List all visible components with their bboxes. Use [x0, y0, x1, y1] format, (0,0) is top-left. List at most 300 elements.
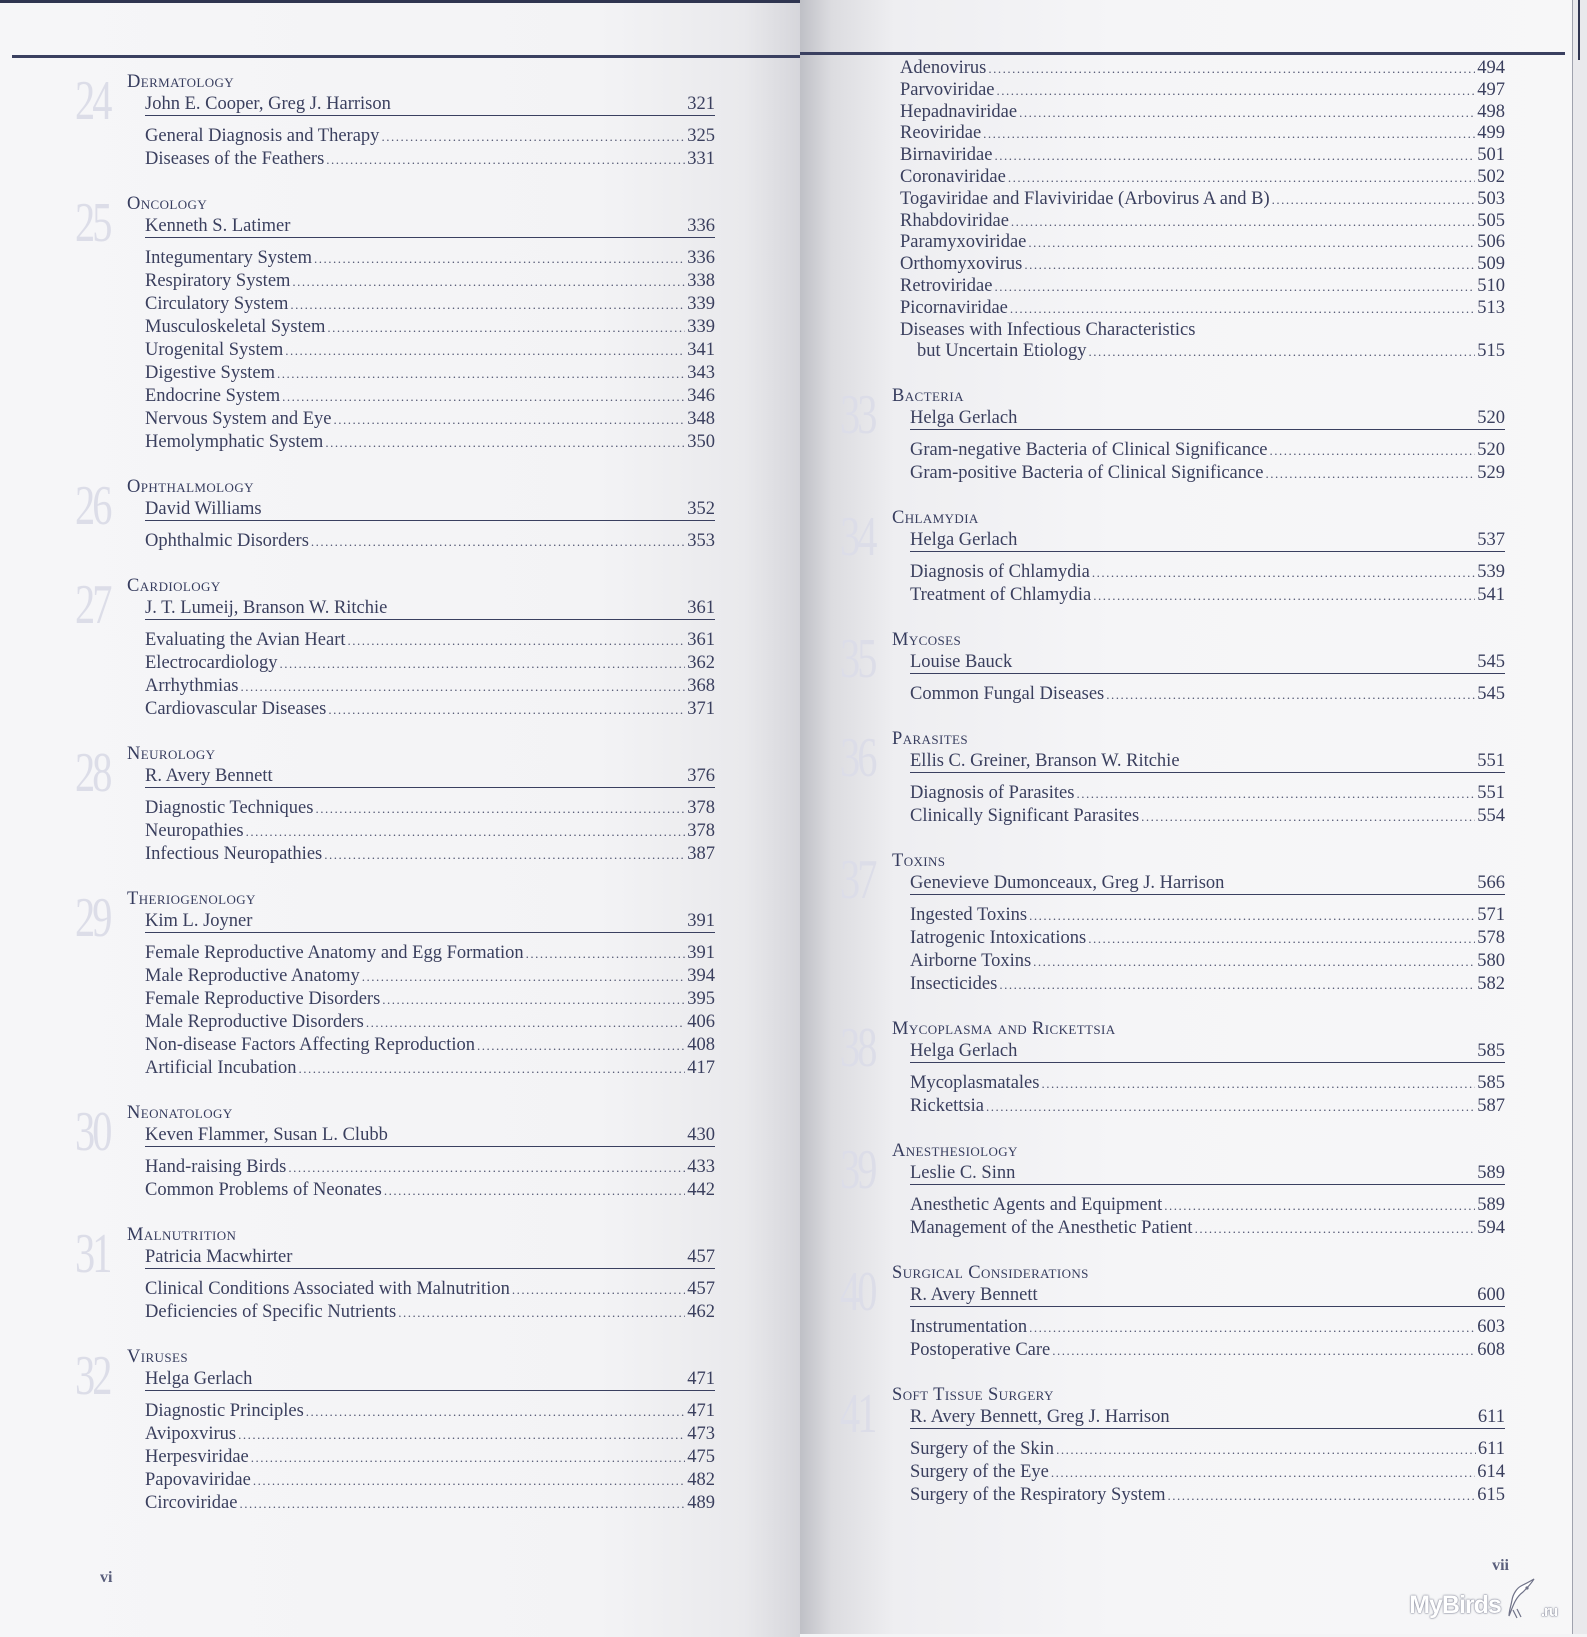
chapter-author-row	[145, 215, 715, 238]
chapter-title: Soft Tissue Surgery	[892, 1385, 1054, 1406]
toc-entry	[900, 145, 1505, 167]
chapter-author-row	[910, 872, 1505, 895]
dot-leader	[994, 145, 1475, 167]
entry-page-number: 368	[687, 676, 715, 696]
chapter-sections	[145, 1278, 715, 1324]
dot-leader	[277, 363, 685, 385]
entry-label: Nervous System and Eye	[145, 409, 332, 429]
entry-label: Common Fungal Diseases	[910, 684, 1105, 705]
chapter-start-page: 471	[687, 1369, 715, 1389]
dot-leader	[381, 126, 685, 148]
entry-label: Musculoskeletal System	[145, 317, 326, 337]
entry-page-number: 554	[1477, 806, 1505, 827]
toc-entry	[145, 362, 715, 385]
entry-label: Ingested Toxins	[910, 905, 1028, 926]
chapter-author-row	[910, 529, 1505, 552]
page-edge	[1572, 0, 1587, 1634]
chapter-author-row	[145, 910, 715, 933]
dot-leader	[311, 531, 685, 553]
chapter-sections	[145, 530, 715, 553]
chapter-start-page: 457	[687, 1247, 715, 1267]
entry-label: Parvoviridae	[900, 79, 995, 100]
chapter-author-row	[910, 1040, 1505, 1063]
chapter-number: 36	[840, 727, 875, 790]
chapter-number: 35	[840, 628, 875, 691]
dot-leader	[382, 989, 685, 1011]
toc-entry	[910, 1072, 1505, 1095]
entry-label: Arrhythmias	[145, 676, 239, 696]
toc-entry	[910, 782, 1505, 805]
entry-label: General Diagnosis and Therapy	[145, 126, 380, 146]
toc-entry	[145, 698, 715, 721]
entry-label: Diseases of the Feathers	[145, 149, 325, 169]
dot-leader	[512, 1279, 685, 1301]
entry-label: Adenovirus	[900, 58, 987, 78]
right-chapters	[840, 385, 1505, 1507]
chapter-title: Cardiology	[127, 576, 221, 596]
dot-leader	[366, 1012, 685, 1034]
entry-label: Neuropathies	[145, 821, 244, 841]
toc-entry	[910, 561, 1505, 584]
toc-entry	[910, 1461, 1505, 1484]
bird-icon	[1503, 1576, 1537, 1620]
chapter-26	[75, 476, 715, 553]
chapter-start-page: 376	[687, 766, 715, 786]
entry-page-number: 551	[1477, 783, 1505, 804]
entry-page-number: 608	[1477, 1340, 1505, 1361]
entry-page-number: 331	[687, 149, 715, 169]
dot-leader	[477, 1035, 685, 1057]
chapter-author: Patricia Macwhirter	[145, 1247, 293, 1267]
entry-label: Urogenital System	[145, 340, 284, 360]
entry-label: Diagnostic Techniques	[145, 798, 314, 818]
toc-entry	[910, 904, 1505, 927]
dot-leader	[1106, 684, 1475, 706]
dot-leader	[1028, 232, 1475, 254]
toc-entry	[145, 385, 715, 408]
chapter-sections	[910, 1438, 1505, 1507]
chapter-25	[75, 193, 715, 454]
dot-leader	[999, 974, 1475, 996]
chapter-sections	[910, 561, 1505, 607]
entry-page-number: 510	[1477, 275, 1505, 296]
entry-label: Surgery of the Skin	[910, 1439, 1055, 1460]
dot-leader	[1011, 211, 1475, 233]
dot-leader	[994, 276, 1475, 298]
entry-page-number: 529	[1477, 463, 1505, 484]
entry-page-number: 509	[1477, 254, 1505, 275]
entry-page-number: 506	[1477, 232, 1505, 253]
chapter-number: 34	[840, 506, 875, 569]
chapter-author: Helga Gerlach	[910, 408, 1018, 429]
entry-page-number: 457	[687, 1279, 715, 1299]
chapter-author: David Williams	[145, 499, 262, 519]
toc-entry	[900, 232, 1505, 254]
toc-entry	[145, 1057, 715, 1080]
chapter-author: R. Avery Bennett	[910, 1285, 1038, 1306]
toc-entry	[910, 950, 1505, 973]
dot-leader	[327, 317, 685, 339]
entry-page-number: 341	[687, 340, 715, 360]
dot-leader	[362, 966, 685, 988]
entry-page-number: 473	[687, 1424, 715, 1444]
chapter-author: Ellis C. Greiner, Branson W. Ritchie	[910, 751, 1180, 772]
entry-page-number: 353	[687, 531, 715, 551]
toc-entry	[900, 276, 1505, 298]
entry-page-number: 362	[687, 653, 715, 673]
chapter-38	[840, 1018, 1505, 1118]
entry-label: Hemolymphatic System	[145, 432, 324, 452]
entry-page-number: 417	[687, 1058, 715, 1078]
chapter-start-page: 611	[1477, 1407, 1505, 1428]
entry-page-number: 391	[687, 943, 715, 963]
chapter-title: Parasites	[892, 729, 969, 750]
entry-label: Hepadnaviridae	[900, 101, 1018, 122]
chapter-number: 29	[75, 887, 110, 949]
chapter-author: Genevieve Dumonceaux, Greg J. Harrison	[910, 873, 1225, 894]
dot-leader	[1051, 1462, 1475, 1484]
chapter-sections	[145, 797, 715, 866]
toc-entry	[145, 1469, 715, 1492]
entry-page-number: 502	[1477, 166, 1505, 187]
dot-leader	[246, 821, 686, 843]
entry-page-number: 611	[1477, 1439, 1505, 1460]
toc-entry	[900, 80, 1505, 102]
entry-label: Surgery of the Eye	[910, 1462, 1049, 1483]
entry-label: Deficiencies of Specific Nutrients	[145, 1302, 397, 1322]
entry-page-number: 338	[687, 271, 715, 291]
entry-page-number: 582	[1477, 974, 1505, 995]
dot-leader	[314, 248, 685, 270]
dot-leader	[324, 844, 685, 866]
chapter-number: 26	[75, 475, 110, 537]
chapter-title: Surgical Considerations	[892, 1263, 1089, 1284]
chapter-title: Malnutrition	[127, 1225, 237, 1245]
chapter-29	[75, 888, 715, 1080]
dot-leader	[1052, 1340, 1475, 1362]
dot-leader	[280, 653, 686, 675]
entry-page-number: 471	[687, 1401, 715, 1421]
dot-leader	[292, 271, 685, 293]
toc-entry	[145, 1423, 715, 1446]
entry-label: Digestive System	[145, 363, 276, 383]
chapter-number: 40	[840, 1261, 875, 1324]
entry-label: Endocrine System	[145, 386, 281, 406]
entry-page-number: 343	[687, 363, 715, 383]
chapter-author-row	[145, 597, 715, 620]
toc-entry	[900, 189, 1505, 211]
entry-label: Picornaviridae	[900, 297, 1008, 318]
dot-leader	[1092, 562, 1475, 584]
entry-page-number: 325	[687, 126, 715, 146]
entry-label: Avipoxvirus	[145, 1424, 237, 1444]
chapter-36	[840, 728, 1505, 828]
chapter-sections	[145, 629, 715, 721]
chapter-number: 39	[840, 1139, 875, 1202]
toc-entry	[145, 247, 715, 270]
right-page	[800, 0, 1587, 1634]
chapter-sections	[910, 439, 1505, 485]
entry-page-number: 503	[1477, 188, 1505, 209]
chapter-author-row	[910, 407, 1505, 430]
dot-leader	[1029, 905, 1475, 927]
chapter-start-page: 545	[1477, 652, 1505, 673]
chapter-author: Louise Bauck	[910, 652, 1013, 673]
entry-label: Rickettsia	[910, 1096, 984, 1117]
chapter-number: 24	[75, 70, 110, 132]
entry-label: Non-disease Factors Affecting Reproduction	[145, 1035, 476, 1055]
chapter-33	[840, 385, 1505, 485]
chapter-title: Ophthalmology	[127, 477, 254, 497]
entry-label: Gram-positive Bacteria of Clinical Significance	[910, 463, 1264, 484]
entry-page-number: 482	[687, 1470, 715, 1490]
entry-page-number: 378	[687, 821, 715, 841]
chapter-author-row	[145, 765, 715, 788]
entry-page-number: 339	[687, 294, 715, 314]
chapter-31	[75, 1224, 715, 1324]
toc-entry	[145, 675, 715, 698]
entry-label: Male Reproductive Disorders	[145, 1012, 364, 1032]
chapter-start-page: 589	[1477, 1163, 1505, 1184]
chapter-sections	[145, 125, 715, 171]
entry-page-number: 395	[687, 989, 715, 1009]
dot-leader	[1029, 1317, 1475, 1339]
toc-entry	[900, 341, 1505, 363]
chapter-start-page: 430	[687, 1125, 715, 1145]
chapter-author: J. T. Lumeij, Branson W. Ritchie	[145, 598, 388, 618]
entry-page-number: 505	[1477, 210, 1505, 231]
chapter-start-page: 537	[1477, 530, 1505, 551]
chapter-author: Kim L. Joyner	[145, 911, 253, 931]
toc-entry	[145, 530, 715, 553]
dot-leader	[526, 943, 686, 965]
chapter-title: Dermatology	[127, 72, 235, 92]
dot-leader	[1088, 928, 1475, 950]
chapter-author: Helga Gerlach	[910, 530, 1018, 551]
entry-label: Reoviridae	[900, 123, 982, 144]
dot-leader	[306, 1401, 685, 1423]
entry-label: Orthomyxovirus	[900, 254, 1023, 275]
dot-leader	[1272, 189, 1476, 211]
entry-page-number: 541	[1477, 585, 1505, 606]
toc-entry	[145, 629, 715, 652]
toc-entry	[145, 1278, 715, 1301]
dot-leader	[1141, 806, 1475, 828]
chapter-number: 41	[840, 1383, 875, 1446]
toc-entry	[145, 942, 715, 965]
entry-label: Coronaviridae	[900, 166, 1006, 187]
chapter-35	[840, 629, 1505, 706]
chapter-start-page: 600	[1477, 1285, 1505, 1306]
chapter-author-row	[910, 750, 1505, 773]
entry-label: Papovaviridae	[145, 1470, 251, 1490]
entry-page-number: 387	[687, 844, 715, 864]
dot-leader	[1270, 440, 1476, 462]
entry-page-number: 348	[687, 409, 715, 429]
dot-leader	[288, 1157, 685, 1179]
chapter-author-row	[145, 1124, 715, 1147]
dot-leader	[1168, 1485, 1476, 1507]
toc-entry	[900, 58, 1505, 80]
dot-leader	[334, 409, 686, 431]
toc-entry	[910, 1316, 1505, 1339]
watermark-text: MyBirds	[1409, 1591, 1501, 1619]
entry-label: Artificial Incubation	[145, 1058, 297, 1078]
toc-entry	[900, 320, 1505, 342]
entry-page-number: 406	[687, 1012, 715, 1032]
chapter-title: Anesthesiology	[892, 1141, 1018, 1162]
chapter-number: 38	[840, 1017, 875, 1080]
toc-entry	[145, 1179, 715, 1202]
toc-entry	[145, 1011, 715, 1034]
chapter-title: Theriogenology	[127, 889, 256, 909]
entry-label: Respiratory System	[145, 271, 291, 291]
entry-page-number: 499	[1477, 123, 1505, 144]
toc-entry	[145, 293, 715, 316]
dot-leader	[328, 699, 685, 721]
dot-leader	[238, 1424, 685, 1446]
dot-leader	[285, 340, 685, 362]
entry-page-number: 336	[687, 248, 715, 268]
dot-leader	[253, 1470, 685, 1492]
toc-entry	[145, 408, 715, 431]
entry-page-number: 545	[1477, 684, 1505, 705]
entry-label: Retroviridae	[900, 275, 993, 296]
dot-leader	[1008, 167, 1475, 189]
entry-label: Anesthetic Agents and Equipment	[910, 1195, 1163, 1216]
entry-page-number: 475	[687, 1447, 715, 1467]
dot-leader	[997, 80, 1476, 102]
entry-label: Herpesviridae	[145, 1447, 249, 1467]
chapter-24	[75, 71, 715, 171]
entry-label: Circoviridae	[145, 1493, 238, 1513]
entry-page-number: 378	[687, 798, 715, 818]
chapter-start-page: 520	[1477, 408, 1505, 429]
toc-entry	[145, 431, 715, 454]
toc-entry	[910, 1194, 1505, 1217]
chapter-start-page: 551	[1477, 751, 1505, 772]
page-number-left: vi	[100, 1569, 113, 1586]
chapter-sections	[145, 1400, 715, 1515]
chapter-sections	[910, 1316, 1505, 1362]
chapter-author-row	[910, 1162, 1505, 1185]
entry-label: Rhabdoviridae	[900, 210, 1009, 231]
toc-entry	[145, 339, 715, 362]
chapter-27	[75, 575, 715, 721]
entry-label: Togaviridae and Flaviviridae (Arbovirus A and B)	[900, 188, 1270, 209]
entry-label: Common Problems of Neonates	[145, 1180, 382, 1200]
toc-entry	[145, 1034, 715, 1057]
entry-label: Diseases with Infectious Characteristics	[900, 319, 1196, 340]
chapter-sections	[145, 247, 715, 454]
toc-entry	[145, 1156, 715, 1179]
dot-leader	[1076, 783, 1475, 805]
chapter-number: 32	[75, 1345, 110, 1407]
chapter-start-page: 336	[687, 216, 715, 236]
toc-entry	[145, 797, 715, 820]
chapter-28	[75, 743, 715, 866]
toc-entry	[910, 1217, 1505, 1240]
chapter-title: Chlamydia	[892, 508, 979, 529]
dot-leader	[348, 630, 686, 652]
toc-entry	[910, 927, 1505, 950]
chapter-title: Bacteria	[892, 386, 964, 407]
dot-leader	[1265, 463, 1475, 485]
toc-entry	[900, 254, 1505, 276]
chapter-author: Kenneth S. Latimer	[145, 216, 291, 236]
entry-label: Insecticides	[910, 974, 998, 995]
entry-page-number: 520	[1477, 440, 1505, 461]
chapter-author: R. Avery Bennett, Greg J. Harrison	[910, 1407, 1170, 1428]
watermark	[1409, 1576, 1557, 1620]
chapter-author: Helga Gerlach	[145, 1369, 253, 1389]
entry-page-number: 589	[1477, 1195, 1505, 1216]
dot-leader	[290, 294, 685, 316]
entry-page-number: 580	[1477, 951, 1505, 972]
dot-leader	[1164, 1195, 1475, 1217]
chapter-number: 30	[75, 1101, 110, 1163]
dot-leader	[1019, 102, 1475, 124]
chapter-author-row	[910, 1284, 1505, 1307]
chapter-author: R. Avery Bennett	[145, 766, 273, 786]
dot-leader	[1024, 254, 1475, 276]
entry-label: Postoperative Care	[910, 1340, 1051, 1361]
toc-entry	[145, 1446, 715, 1469]
dot-leader	[251, 1447, 685, 1469]
chapter-37	[840, 850, 1505, 996]
chapter-author: Keven Flammer, Susan L. Clubb	[145, 1125, 388, 1145]
entry-page-number: 614	[1477, 1462, 1505, 1483]
dot-leader	[315, 798, 685, 820]
chapter-sections	[910, 1194, 1505, 1240]
entry-label: Treatment of Chlamydia	[910, 585, 1092, 606]
entry-page-number: 501	[1477, 145, 1505, 166]
entry-page-number: 361	[687, 630, 715, 650]
chapter-40	[840, 1262, 1505, 1362]
chapter-30	[75, 1102, 715, 1202]
entry-page-number: 594	[1477, 1218, 1505, 1239]
chapter-sections	[910, 1072, 1505, 1118]
chapter-author-row	[145, 1368, 715, 1391]
chapter-sections	[910, 782, 1505, 828]
dot-leader	[1089, 341, 1476, 363]
dot-leader	[1010, 298, 1475, 320]
chapter-start-page: 352	[687, 499, 715, 519]
toc-entry	[910, 584, 1505, 607]
toc-entry	[145, 125, 715, 148]
entry-label: Clinically Significant Parasites	[910, 806, 1140, 827]
entry-label: Female Reproductive Anatomy and Egg Formation	[145, 943, 524, 963]
continued-entries	[840, 58, 1505, 363]
chapter-author-row	[145, 93, 715, 116]
dot-leader	[988, 58, 1475, 80]
chapter-start-page: 321	[687, 94, 715, 114]
chapter-title: Neonatology	[127, 1103, 233, 1123]
toc-entry	[145, 965, 715, 988]
chapter-title: Toxins	[892, 851, 946, 872]
toc-entry	[900, 298, 1505, 320]
toc-entry	[900, 167, 1505, 189]
entry-label: Circulatory System	[145, 294, 289, 314]
toc-entry	[145, 316, 715, 339]
toc-entry	[900, 102, 1505, 124]
dot-leader	[241, 676, 686, 698]
dot-leader	[1093, 585, 1475, 607]
entry-label: Female Reproductive Disorders	[145, 989, 381, 1009]
dot-leader	[326, 149, 685, 171]
toc-entry	[145, 1301, 715, 1324]
chapter-author: John E. Cooper, Greg J. Harrison	[145, 94, 391, 114]
